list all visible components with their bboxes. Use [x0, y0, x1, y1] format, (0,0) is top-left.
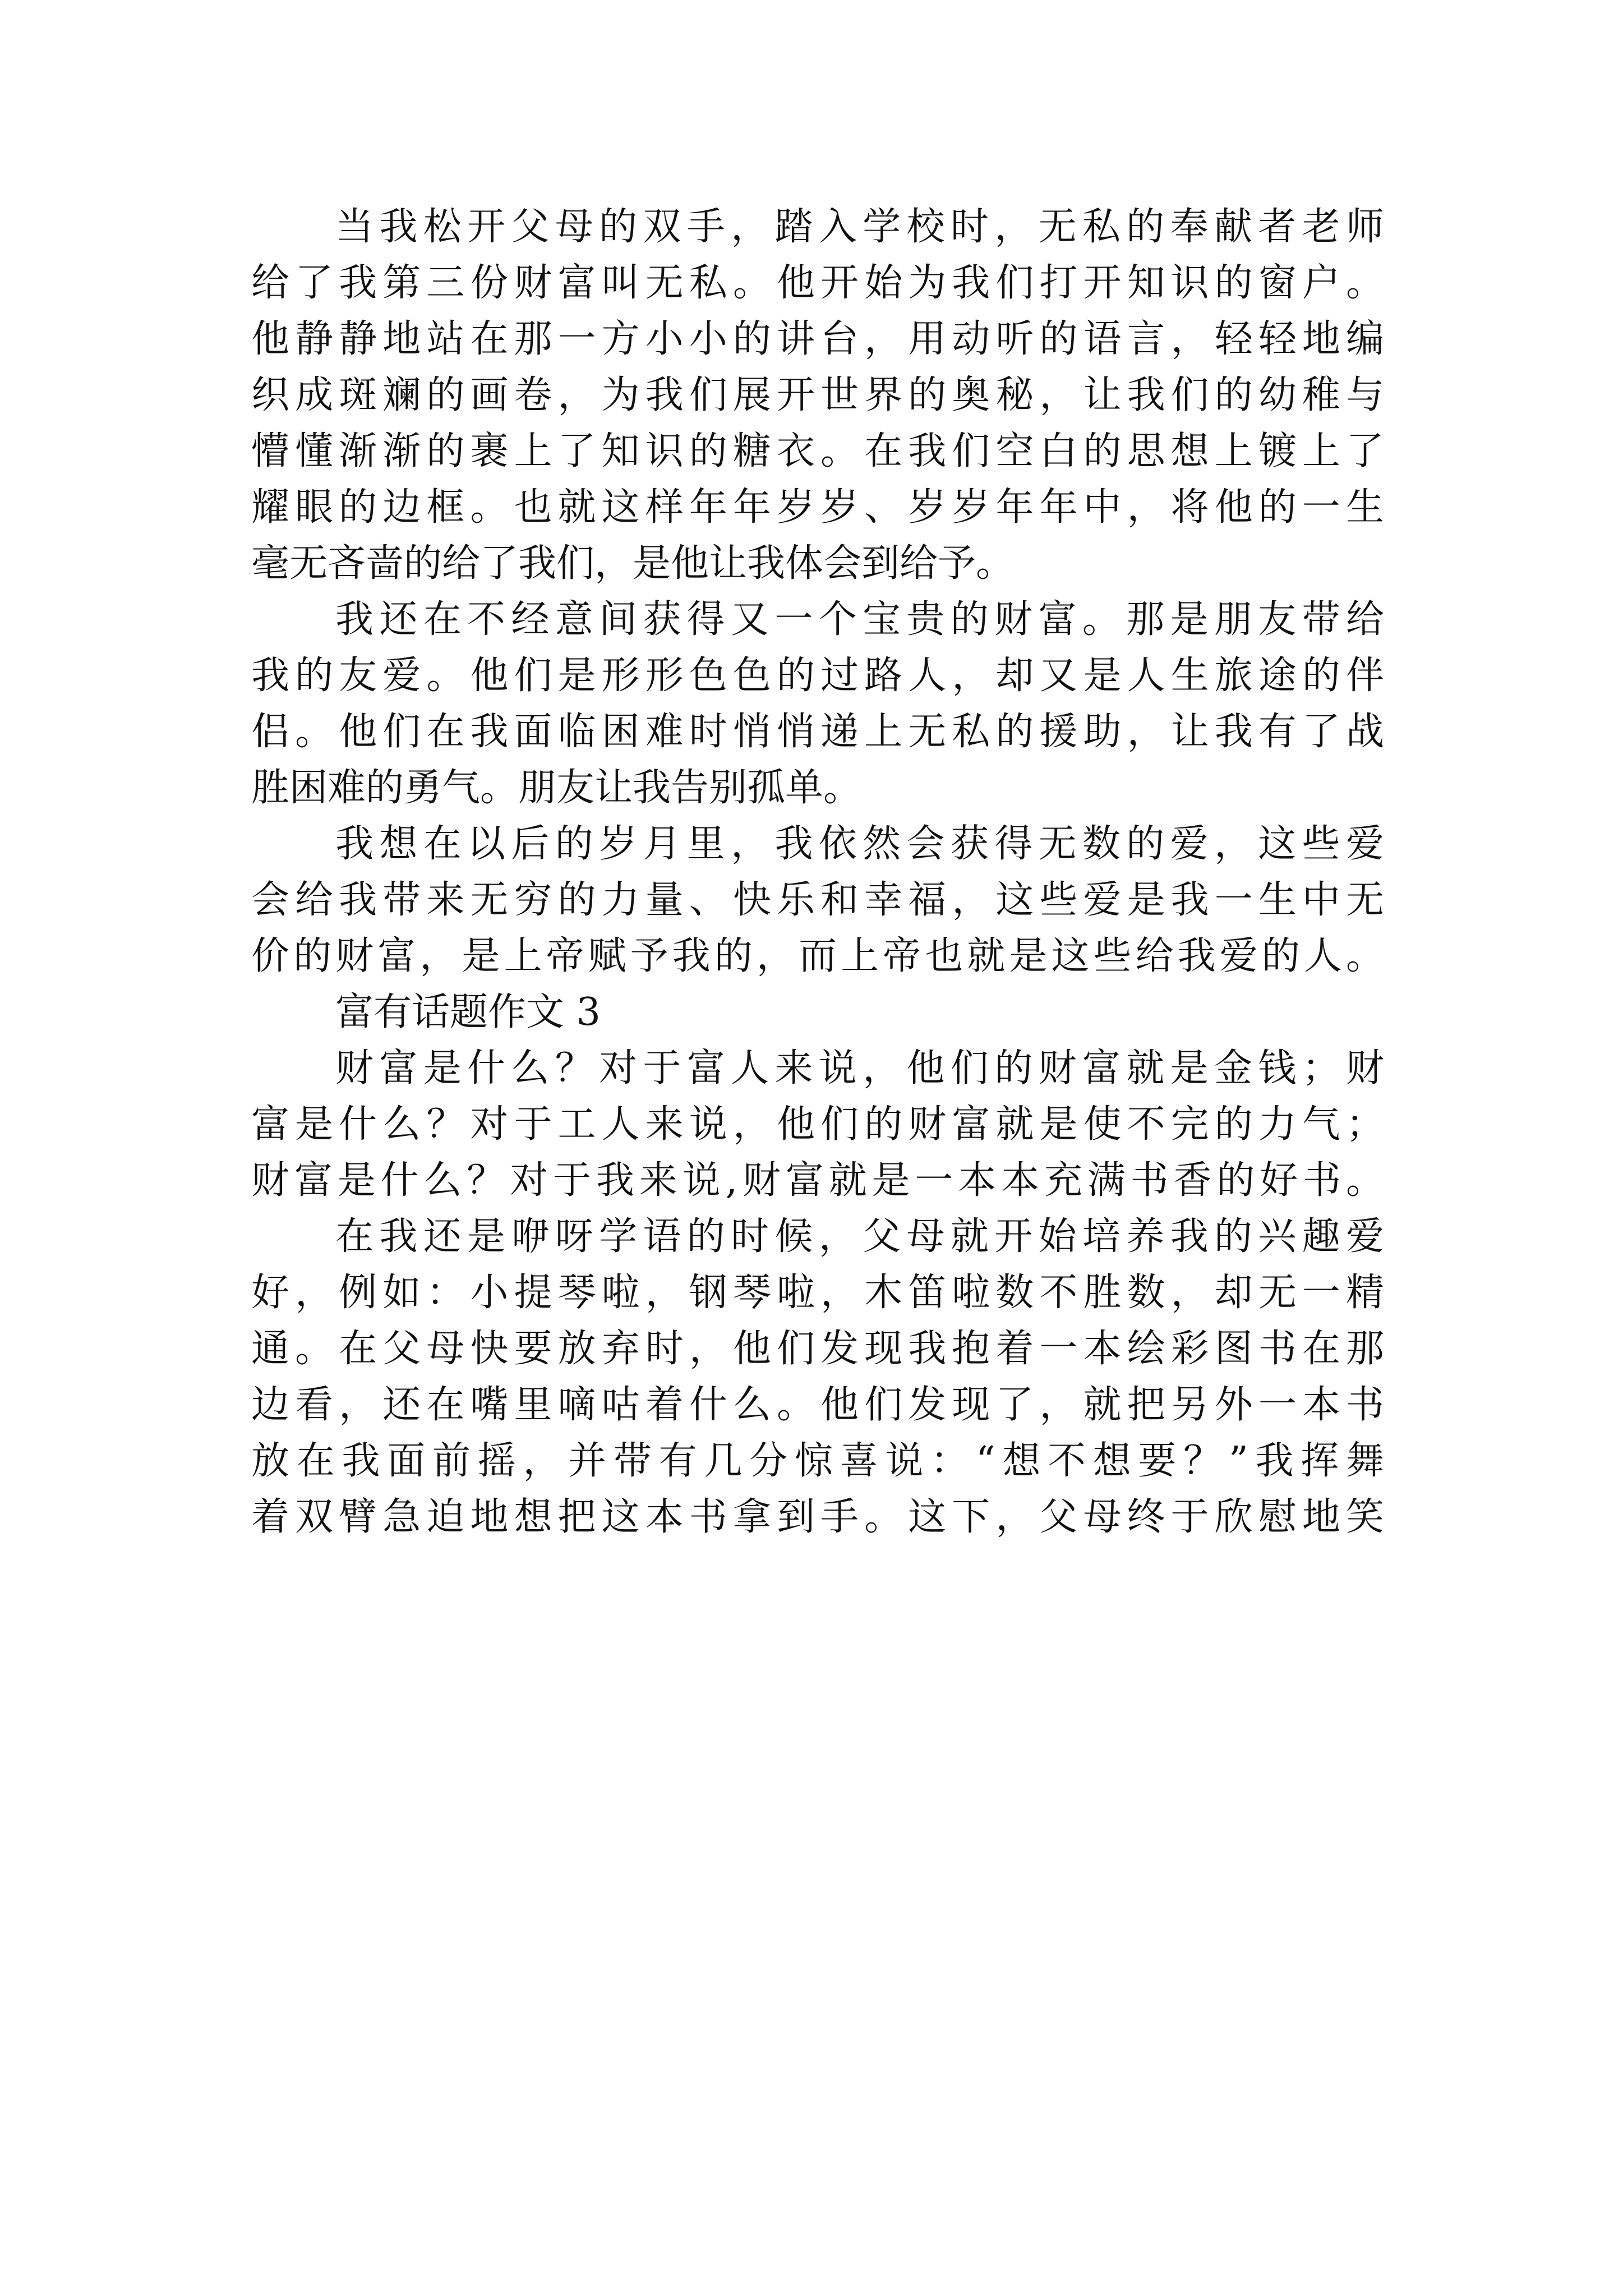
paragraph-line: 当我松开父母的双手，踏入学校时，无私的奉献者老师	[335, 205, 1384, 249]
paragraph-future	[251, 816, 1384, 984]
paragraph-childhood	[251, 1209, 1384, 1545]
paragraph-line: 毫无吝啬的给了我们，是他让我体会到给予。	[251, 541, 1015, 586]
paragraph-line: 放在我面前摇，并带有几分惊喜说：“想不想要？”我挥舞	[251, 1439, 1384, 1483]
paragraph-line: 财富是什么？对于我来说,财富就是一本本充满书香的好书。	[251, 1158, 1384, 1203]
document-body	[251, 199, 1384, 1545]
paragraph-line: 我想在以后的岁月里，我依然会获得无数的爱，这些爱	[335, 822, 1384, 866]
paragraph-line: 他静静地站在那一方小小的讲台，用动听的语言，轻轻地编	[251, 317, 1384, 361]
paragraph-line: 懵懂渐渐的裹上了知识的糖衣。在我们空白的思想上镀上了	[251, 429, 1384, 473]
section-title: 富有话题作文 3	[335, 990, 601, 1034]
paragraph-teacher	[251, 199, 1384, 592]
paragraph-line: 着双臂急迫地想把这本书拿到手。这下，父母终于欣慰地笑	[251, 1495, 1384, 1539]
paragraph-line: 价的财富，是上帝赋予我的，而上帝也就是这些给我爱的人。	[251, 934, 1384, 978]
paragraph-line: 我还在不经意间获得又一个宝贵的财富。那是朋友带给	[335, 597, 1384, 642]
paragraph-line: 边看，还在嘴里嘀咕着什么。他们发现了，就把另外一本书	[251, 1383, 1384, 1427]
paragraph-line: 我的友爱。他们是形形色色的过路人，却又是人生旅途的伴	[251, 654, 1384, 698]
paragraph-friends	[251, 592, 1384, 816]
paragraph-line: 好，例如：小提琴啦，钢琴啦，木笛啦数不胜数，却无一精	[251, 1271, 1384, 1315]
paragraph-line: 富是什么？对于工人来说，他们的财富就是使不完的力气；	[251, 1102, 1384, 1147]
paragraph-line: 侣。他们在我面临困难时悄悄递上无私的援助，让我有了战	[251, 710, 1384, 754]
paragraph-line: 耀眼的边框。也就这样年年岁岁、岁岁年年中，将他的一生	[251, 485, 1384, 530]
paragraph-line: 织成斑斓的画卷，为我们展开世界的奥秘，让我们的幼稚与	[251, 373, 1384, 417]
paragraph-line: 在我还是咿呀学语的时候，父母就开始培养我的兴趣爱	[335, 1214, 1384, 1259]
paragraph-line: 胜困难的勇气。朋友让我告别孤单。	[251, 766, 862, 810]
paragraph-line: 会给我带来无穷的力量、快乐和幸福，这些爱是我一生中无	[251, 878, 1384, 922]
paragraph-line: 通。在父母快要放弃时，他们发现我抱着一本绘彩图书在那	[251, 1327, 1384, 1371]
paragraph-line: 给了我第三份财富叫无私。他开始为我们打开知识的窗户。	[251, 261, 1384, 305]
essay-heading	[251, 984, 1384, 1041]
paragraph-line: 财富是什么？对于富人来说，他们的财富就是金钱；财	[335, 1046, 1384, 1091]
paragraph-wealth-definition	[251, 1041, 1384, 1209]
